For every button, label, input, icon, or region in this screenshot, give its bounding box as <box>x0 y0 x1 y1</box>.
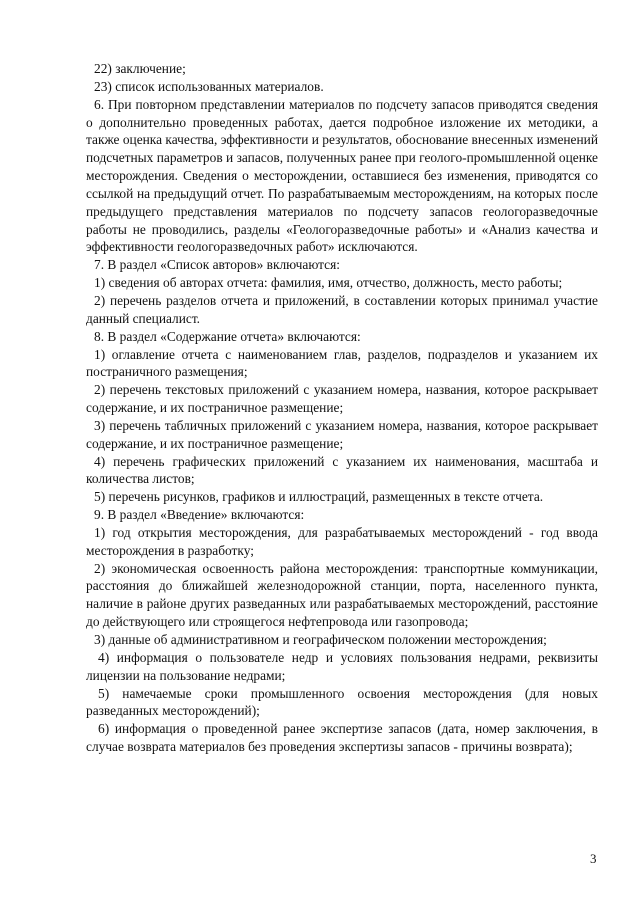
paragraph-para-7: 7. В раздел «Список авторов» включаются: <box>94 257 340 273</box>
paragraph-para-9-4: 4) информация о пользователе недр и условиях пользования недрами, реквизиты лицензии на пользование недрами; <box>86 649 598 683</box>
document-body <box>86 60 598 756</box>
paragraph-item-22: 22) заключение; <box>94 61 186 76</box>
paragraph-para-8-4: 4) перечень графических приложений с указанием их наименования, масштаба и количества листов; <box>86 453 598 487</box>
paragraph-para-6: 6. При повторном представлении материалов по подсчету запасов приводятся сведения о дополнительно проведенных работах, дается подробное изложение их методики, а также оценка качества, эффективности и результатов, обоснование внесенных изменений подсчетных параметров и запасов, полученных ранее при геолого-промышленной оценке месторождения. Сведения о месторождении, оставшиеся без изменения, приводятся со ссылкой на предыдущий отчет. По разрабатываемым месторождениям, на которых после предыдущего представления материалов по подсчету запасов геологоразведочные работы не проводились, разделы «Геологоразведочные работы» и «Анализ качества и эффективности геологоразведочных работ» исключаются. <box>86 96 599 255</box>
paragraph-para-9-1: 1) год открытия месторождения, для разрабатываемых месторождений - год ввода месторождения в разработку; <box>86 524 598 558</box>
paragraph-para-7-1: 1) сведения об авторах отчета: фамилия, имя, отчество, должность, место работы; <box>94 275 563 291</box>
paragraph-para-8: 8. В раздел «Содержание отчета» включаются: <box>94 328 361 344</box>
paragraph-para-8-2: 2) перечень текстовых приложений с указанием номера, названия, которое раскрывает содержание, и их постраничное размещение; <box>86 382 598 416</box>
paragraph-para-9-5: 5) намечаемые сроки промышленного освоения месторождения (для новых разведанных месторождений); <box>86 685 598 719</box>
paragraph-para-8-3: 3) перечень табличных приложений с указанием номера, названия, которое раскрывает содержание, и их постраничное размещение; <box>86 417 598 451</box>
paragraph-item-23: 23) список использованных материалов. <box>94 78 324 94</box>
paragraph-para-9: 9. В раздел «Введение» включаются: <box>94 507 305 523</box>
page-number: 3 <box>590 851 597 866</box>
paragraph-para-9-3: 3) данные об административном и географическом положении месторождения; <box>94 632 547 647</box>
paragraph-para-8-1: 1) оглавление отчета с наименованием глав, разделов, подразделов и указанием их постраничного размещения; <box>86 346 598 380</box>
paragraph-para-9-2: 2) экономическая освоенность района месторождения: транспортные коммуникации, расстояния до ближайшей железнодорожной станции, порта, населенного пункта, наличие в районе других разведанных или разрабатываемых месторождений, расстояние до действующего или строящегося нефтепровода или газопровода; <box>86 560 598 630</box>
paragraph-para-8-5: 5) перечень рисунков, графиков и иллюстраций, размещенных в тексте отчета. <box>94 489 544 505</box>
paragraph-para-7-2: 2) перечень разделов отчета и приложений, в составлении которых принимал участие данный специалист. <box>86 292 598 326</box>
paragraph-para-9-6: 6) информация о проведенной ранее экспертизе запасов (дата, номер заключения, в случае возврата материалов без проведения экспертизы запасов - причины возврата); <box>86 721 598 755</box>
